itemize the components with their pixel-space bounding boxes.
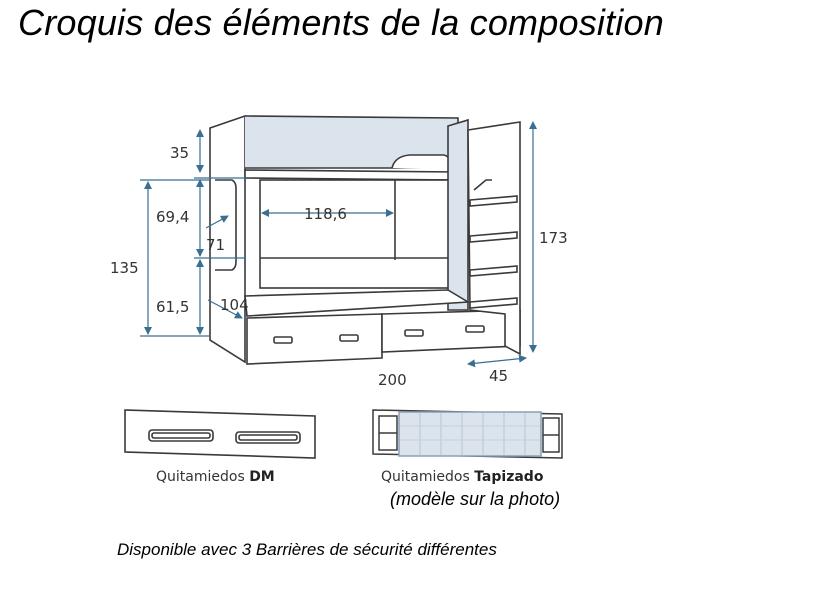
dim-200: 200 [378,371,407,389]
guardrail-dm-name: DM [249,469,275,485]
dim-45: 45 [489,367,509,385]
page-title: Croquis des éléments de la composition [18,2,664,43]
guardrail-dm-caption [156,469,275,485]
footer-note: Disponible avec 3 Barrières de sécurité différentes [117,540,497,559]
dim-35: 35 [170,144,190,162]
dim-173: 173 [539,229,568,247]
dim-71: 71 [206,236,226,254]
dim-61-5: 61,5 [156,298,190,316]
guardrail-dm [125,410,315,458]
guardrail-tapizado-name: Tapizado [474,469,544,485]
bunk-bed-drawing [210,116,520,364]
guardrail-dm-prefix: Quitamiedos [156,469,250,485]
dim-135: 135 [110,259,139,277]
dim-69-4: 69,4 [156,208,190,226]
guardrail-tapizado [373,410,562,458]
dim-104: 104 [220,296,249,314]
dim-118-6: 118,6 [304,205,347,223]
guardrail-tapizado-caption [381,469,544,485]
guardrail-tapizado-prefix: Quitamiedos [381,469,475,485]
photo-note: (modèle sur la photo) [390,489,561,509]
